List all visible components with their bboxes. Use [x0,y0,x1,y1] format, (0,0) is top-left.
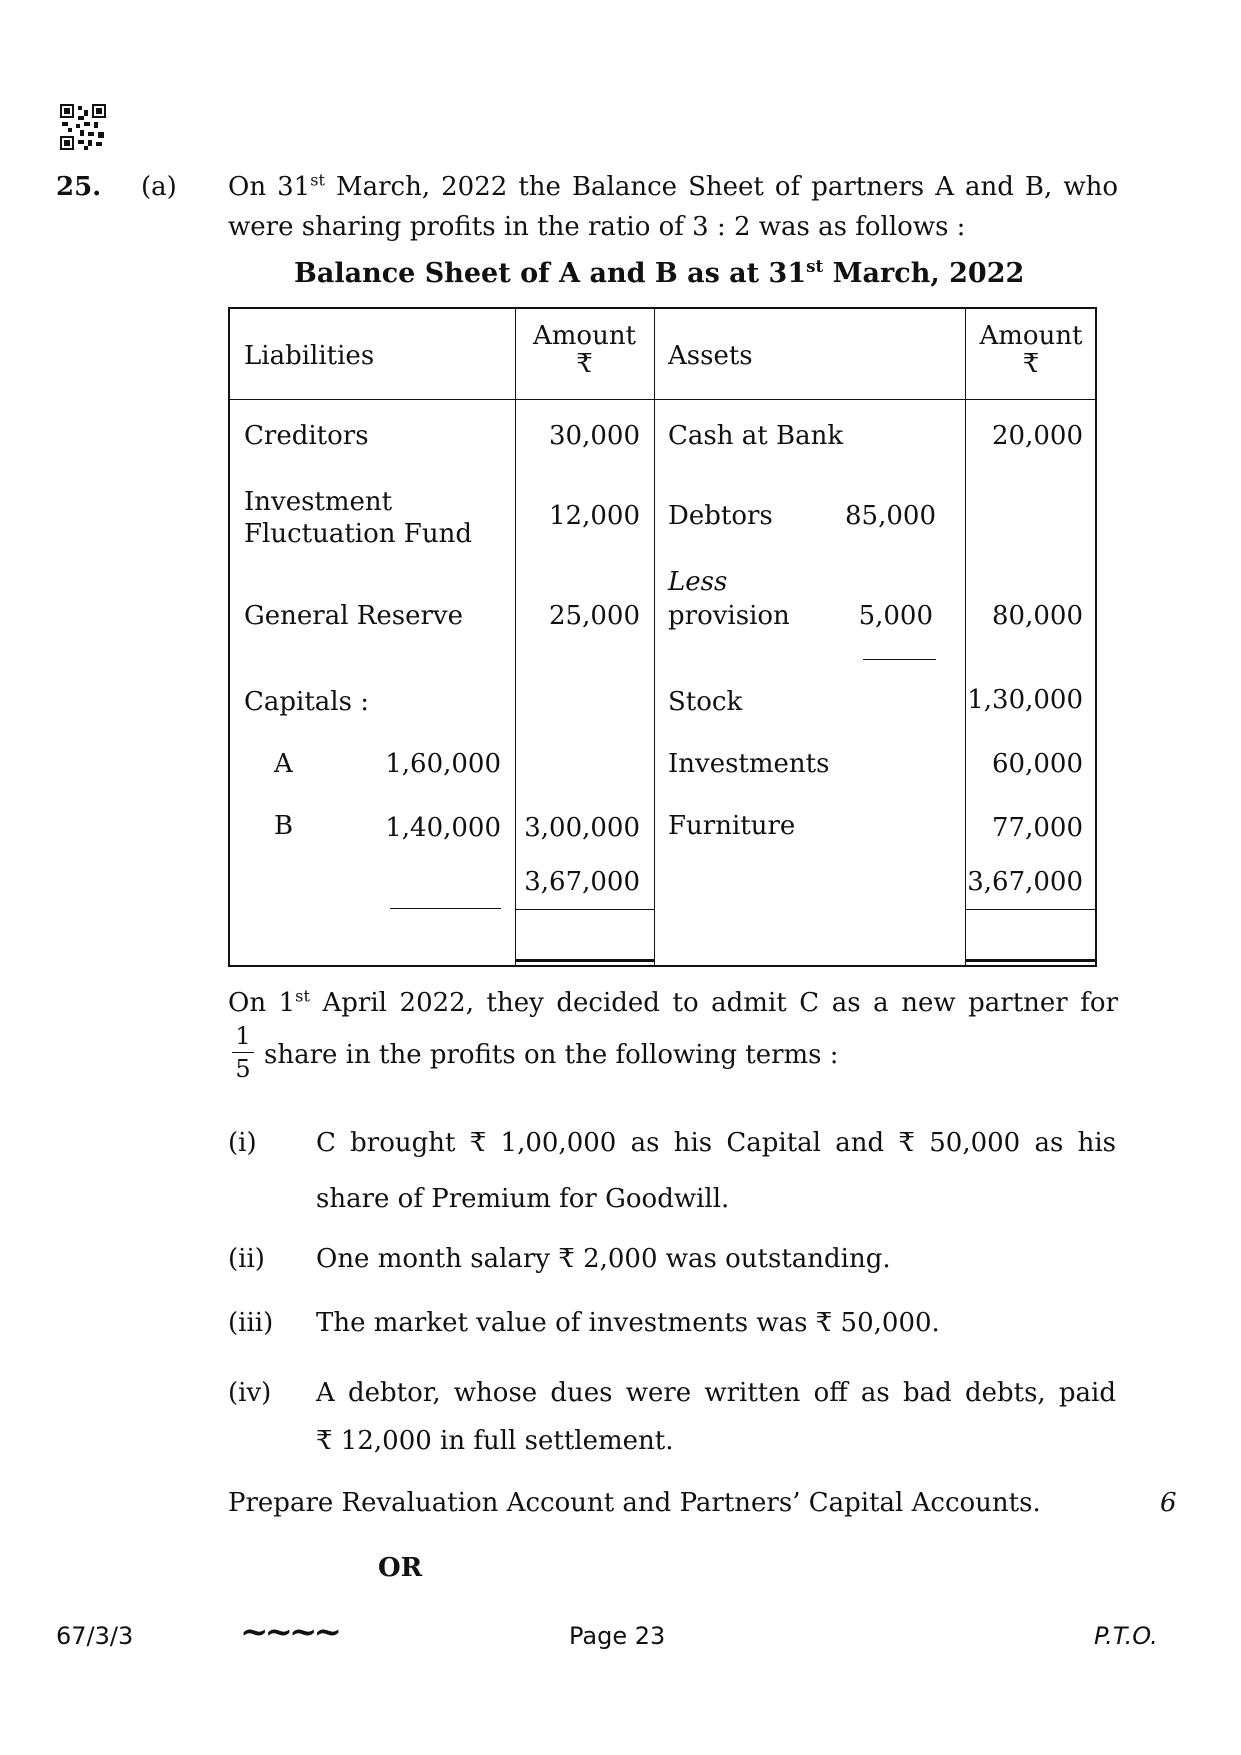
term-number: (iv) [228,1378,272,1408]
capital-b-label: B [274,811,294,841]
total-liabilities: 3,67,000 [524,867,640,897]
amount-creditors: 30,000 [549,421,640,451]
capital-a-label: A [274,749,293,779]
header-amount-unit: ₹ [576,349,593,379]
total-rule [515,909,654,910]
total-double-rule [965,959,1097,962]
header-amount: Amount [979,321,1083,351]
amount-stock: 1,30,000 [967,685,1083,715]
liability-ifr-line1: Investment [244,487,393,517]
marks-label: 6 [1160,1488,1177,1518]
asset-provision-label: provision [668,601,790,631]
capital-b-amount: 1,40,000 [385,813,501,843]
subtotal-underline [390,908,501,909]
asset-stock: Stock [668,687,743,717]
amount-ifr: 12,000 [549,501,640,531]
amount-furniture: 77,000 [992,813,1083,843]
liability-ifr-line2: Fluctuation Fund [244,519,472,549]
amount-cash-at-bank: 20,000 [992,421,1083,451]
amount-debtors-net: 80,000 [992,601,1083,631]
fraction-bar [232,1052,254,1053]
question-number: 25. [56,172,102,202]
admission-line2: share in the profits on the following terms : [264,1040,839,1070]
header-divider [230,399,1095,400]
or-label: OR [378,1553,423,1583]
question-intro-line1: On 31st March, 2022 the Balance Sheet of partners A and B, who [228,170,1118,202]
fraction-denominator: 5 [235,1055,251,1083]
liability-general-reserve: General Reserve [244,601,463,631]
question-part: (a) [141,172,177,202]
amount-capitals: 3,00,000 [524,813,640,843]
term-text: The market value of investments was ₹ 50,000. [316,1308,940,1338]
balance-sheet-table [228,307,1097,967]
term-text: One month salary ₹ 2,000 was outstanding. [316,1244,891,1274]
asset-furniture: Furniture [668,811,796,841]
term-text: A debtor, whose dues were written off as bad debts, paid [316,1378,1116,1408]
asset-cash-at-bank: Cash at Bank [668,421,844,451]
header-amount-unit: ₹ [1022,349,1040,379]
amount-general-reserve: 25,000 [549,601,640,631]
term-text-continued: share of Premium for Goodwill. [316,1184,730,1214]
term-text-continued: ₹ 12,000 in full settlement. [316,1426,674,1456]
asset-less-label: Less [668,567,728,597]
capital-a-amount: 1,60,000 [385,749,501,779]
term-number: (i) [228,1128,257,1158]
fraction-one-fifth [232,1022,254,1083]
admission-line1: On 1st April 2022, they decided to admit C as a new partner for [228,986,1118,1018]
asset-debtors: Debtors [668,501,773,531]
tilde-ornament: ~~~~ [240,1612,338,1652]
amount-investments: 60,000 [992,749,1083,779]
total-double-rule [515,959,654,962]
qr-code-icon [60,104,106,150]
header-assets: Assets [668,341,753,371]
provision-amount: 5,000 [858,601,933,631]
page-number: Page 23 [569,1622,666,1650]
question-intro-line2: were sharing profits in the ratio of 3 : 2 was as follows : [228,212,966,242]
instruction-text: Prepare Revaluation Account and Partners’ Capital Accounts. [228,1488,1041,1518]
header-liabilities: Liabilities [244,341,375,371]
debtors-amount: 85,000 [845,501,936,531]
liability-creditors: Creditors [244,421,369,451]
fraction-numerator: 1 [235,1022,251,1050]
header-amount: Amount [532,321,637,351]
balance-sheet-title: Balance Sheet of A and B as at 31st March, 2022 [294,256,1025,289]
term-number: (ii) [228,1244,265,1274]
term-text: C brought ₹ 1,00,000 as his Capital and ₹ 50,000 as his [316,1128,1116,1158]
total-assets: 3,67,000 [967,867,1083,897]
liability-capitals: Capitals : [244,687,369,717]
asset-investments: Investments [668,749,830,779]
paper-code: 67/3/3 [56,1622,134,1650]
total-rule [965,909,1097,910]
term-number: (iii) [228,1308,274,1338]
subtotal-underline [863,659,936,660]
column-divider [654,309,655,965]
pto-label: P.T.O. [1094,1622,1158,1650]
